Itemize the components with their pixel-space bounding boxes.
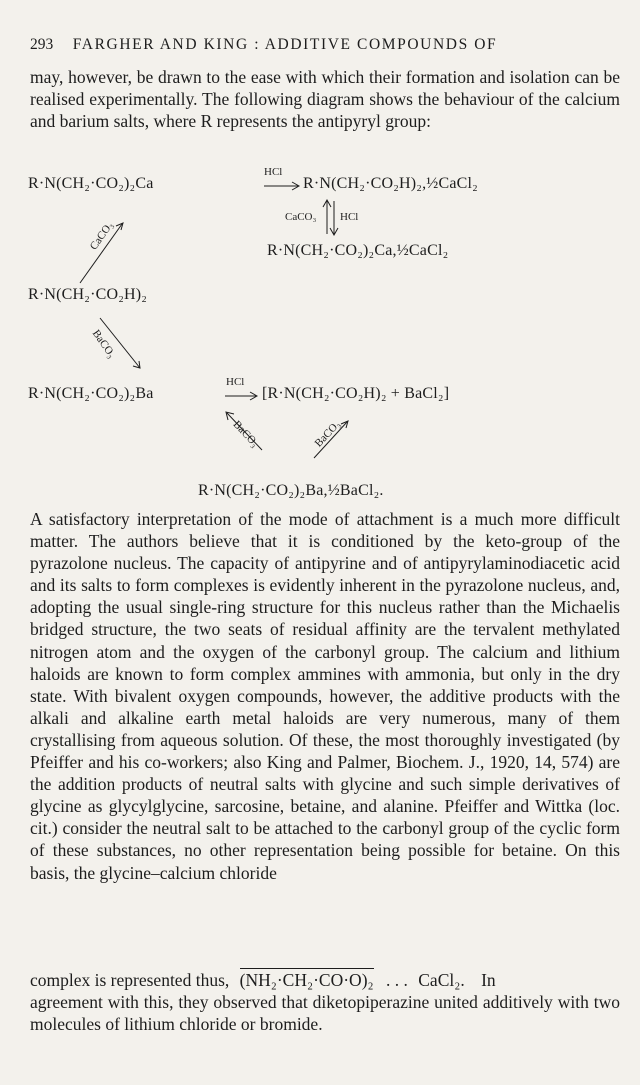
calcium-chloride: CaCl₂. (418, 970, 465, 990)
ba-complex-formula: R·N(CH₂·CO₂)₂Ba,½BaCl₂. (198, 482, 384, 499)
main-paragraph (30, 508, 620, 884)
ca-complex-salt-formula: R·N(CH₂·CO₂)₂Ca,½CaCl₂ (267, 242, 449, 259)
formula-dots: . . . (386, 970, 408, 990)
hcl-label-ca: HCl (264, 166, 283, 178)
caco3-diag-label: CaCO₃ (87, 219, 116, 253)
formula-pre-text: complex is represented thus, (30, 970, 230, 990)
baco3-diag-label: BaCO₃ (89, 327, 118, 361)
intro-text: may, however, be drawn to the ease with which their formation and isolation can be realised experimentally. The following diagram shows the behaviour of the calcium and barium salts, where R represents the antipyryl group: (30, 67, 620, 132)
formula-line (30, 968, 620, 991)
page-number: 293 (30, 36, 54, 53)
running-title: FARGHER AND KING : ADDITIVE COMPOUNDS OF (72, 36, 498, 53)
formula-post-text: In (481, 970, 496, 990)
ba-mixture-formula: [R·N(CH₂·CO₂H)₂ + BaCl₂] (262, 385, 450, 402)
ca-salt-formula: R·N(CH₂·CO₂)₂Ca (28, 175, 154, 192)
hcl-label-ca-2: HCl (340, 211, 359, 223)
reaction-diagram (0, 0, 640, 510)
hcl-label-ba: HCl (226, 376, 245, 388)
final-text: agreement with this, they observed that diketopiperazine united additively with two molecules of lithium chloride or bromide. (30, 992, 620, 1035)
caco3-label-ca: CaCO₃ (285, 211, 317, 223)
baco3-label-ba-2: BaCO₃ (312, 418, 343, 450)
glycine-formula: (NH₂·CH₂·CO·O)₂ (239, 970, 374, 990)
acid-formula: R·N(CH₂·CO₂H)₂ (28, 286, 148, 303)
ba-salt-formula: R·N(CH₂·CO₂)₂Ba (28, 385, 154, 402)
baco3-label-ba: BaCO₃ (230, 418, 261, 450)
main-text: A satisfactory interpretation of the mode of attachment is a much more difficult matter. The authors believe that it is conditioned by the keto-group of the pyrazolone nucleus. The capacity of antipyrine and of antipyrylaminodiacetic acid and its salts to form complexes is evidently inherent in the pyrazolone nucleus, and, adopting the usual single-ring structure for this nucleus rather than the Michaelis bridged structure, the two seats of residual affinity are the tervalent methylated nitrogen atom and the oxygen of the carbonyl group. The calcium and lithium haloids are known to form complex ammines with ammonia, but only in the dry state. With bivalent oxygen compounds, however, the additive products with the alkali and alkaline earth metal haloids are very numerous, many of them crystallising from aqueous solution. Of these, the most thoroughly investigated (by Pfeiffer and his co-workers; also King and Palmer, Biochem. J., 1920, 14, 574) are the addition products of neutral salts with glycine and such simple derivatives of glycine as glycylglycine, sarcosine, betaine, and alanine. Pfeiffer and Wittka (loc. cit.) consider the neutral salt to be attached to the carbonyl group of the cyclic form of these substances, no other representation being possible for betaine. On this basis, the glycine–calcium chloride (30, 509, 620, 883)
ca-complex-acid-formula: R·N(CH₂·CO₂H)₂,½CaCl₂ (303, 175, 478, 192)
final-paragraph (30, 991, 620, 1035)
